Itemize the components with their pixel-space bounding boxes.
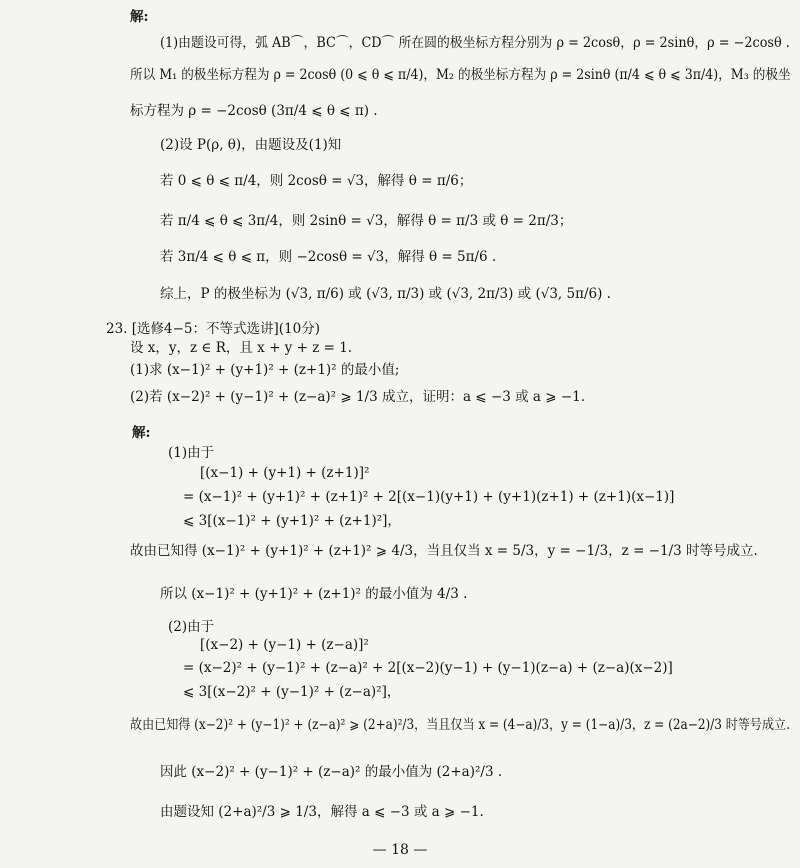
text-line-l26: 因此 (x−2)² + (y−1)² + (z−a)² 的最小值为 (2+a)²/3 .	[160, 764, 503, 780]
text-line-l09: 综上，P 的极坐标为 (√3, π/6) 或 (√3, π/3) 或 (√3, 2π/3) 或 (√3, 5π/6) .	[160, 286, 611, 302]
text-line-l05: (2)设 P(ρ, θ)，由题设及(1)知	[160, 137, 342, 153]
text-line-l15: (1)由于	[168, 445, 215, 461]
text-line-l01: 解:	[130, 9, 149, 25]
text-line-l24: ⩽ 3[(x−2)² + (y−1)² + (z−a)²]，	[183, 684, 401, 700]
text-line-l12: (1)求 (x−1)² + (y+1)² + (z+1)² 的最小值;	[130, 362, 400, 378]
text-line-l22: [(x−2) + (y−1) + (z−a)]²	[200, 637, 369, 653]
text-line-l06: 若 0 ⩽ θ ⩽ π/4，则 2cosθ = √3，解得 θ = π/6；	[160, 173, 473, 189]
text-line-l07: 若 π/4 ⩽ θ ⩽ 3π/4，则 2sinθ = √3，解得 θ = π/3 或 θ = 2π/3；	[160, 213, 573, 229]
page-number: — 18 —	[372, 842, 428, 858]
text-line-l19: 故由已知得 (x−1)² + (y+1)² + (z+1)² ⩾ 4/3，当且仅当 x = 5/3，y = −1/3，z = −1/3 时等号成立.	[130, 543, 758, 559]
text-line-l21: (2)由于	[168, 619, 215, 635]
text-line-l20: 所以 (x−1)² + (y+1)² + (z+1)² 的最小值为 4/3 .	[160, 586, 468, 602]
text-line-l08: 若 3π/4 ⩽ θ ⩽ π，则 −2cosθ = √3，解得 θ = 5π/6 .	[160, 249, 497, 265]
text-line-l17: = (x−1)² + (y+1)² + (z+1)² + 2[(x−1)(y+1) + (y+1)(z+1) + (z+1)(x−1)]	[183, 489, 675, 505]
text-line-l04: 标方程为 ρ = −2cosθ (3π/4 ⩽ θ ⩽ π) .	[130, 103, 378, 119]
text-line-l27: 由题设知 (2+a)²/3 ⩾ 1/3，解得 a ⩽ −3 或 a ⩾ −1.	[160, 804, 484, 820]
text-line-l10: 23. [选修4−5：不等式选讲](10分)	[106, 321, 320, 337]
text-line-l16: [(x−1) + (y+1) + (z+1)]²	[200, 465, 370, 481]
text-line-l23: = (x−2)² + (y−1)² + (z−a)² + 2[(x−2)(y−1) + (y−1)(z−a) + (z−a)(x−2)]	[183, 660, 673, 676]
text-line-l02: (1)由题设可得，弧 AB⌒，BC⌒，CD⌒ 所在圆的极坐标方程分别为 ρ = 2cosθ，ρ = 2sinθ，ρ = −2cosθ .	[160, 35, 790, 51]
text-line-l03: 所以 M₁ 的极坐标方程为 ρ = 2cosθ (0 ⩽ θ ⩽ π/4)，M₂ 的极坐标方程为 ρ = 2sinθ (π/4 ⩽ θ ⩽ 3π/4)，M₃ 的极坐	[130, 67, 791, 83]
text-line-l18: ⩽ 3[(x−1)² + (y+1)² + (z+1)²]，	[183, 513, 401, 529]
text-line-l14: 解:	[132, 425, 151, 441]
text-line-l25: 故由已知得 (x−2)² + (y−1)² + (z−a)² ⩾ (2+a)²/3，当且仅当 x = (4−a)/3，y = (1−a)/3，z = (2a−2)/3 时等号成立.	[130, 717, 790, 733]
text-line-l11: 设 x，y，z ∈ R，且 x + y + z = 1.	[130, 340, 353, 356]
text-line-l13: (2)若 (x−2)² + (y−1)² + (z−a)² ⩾ 1/3 成立，证明：a ⩽ −3 或 a ⩾ −1.	[130, 389, 586, 405]
